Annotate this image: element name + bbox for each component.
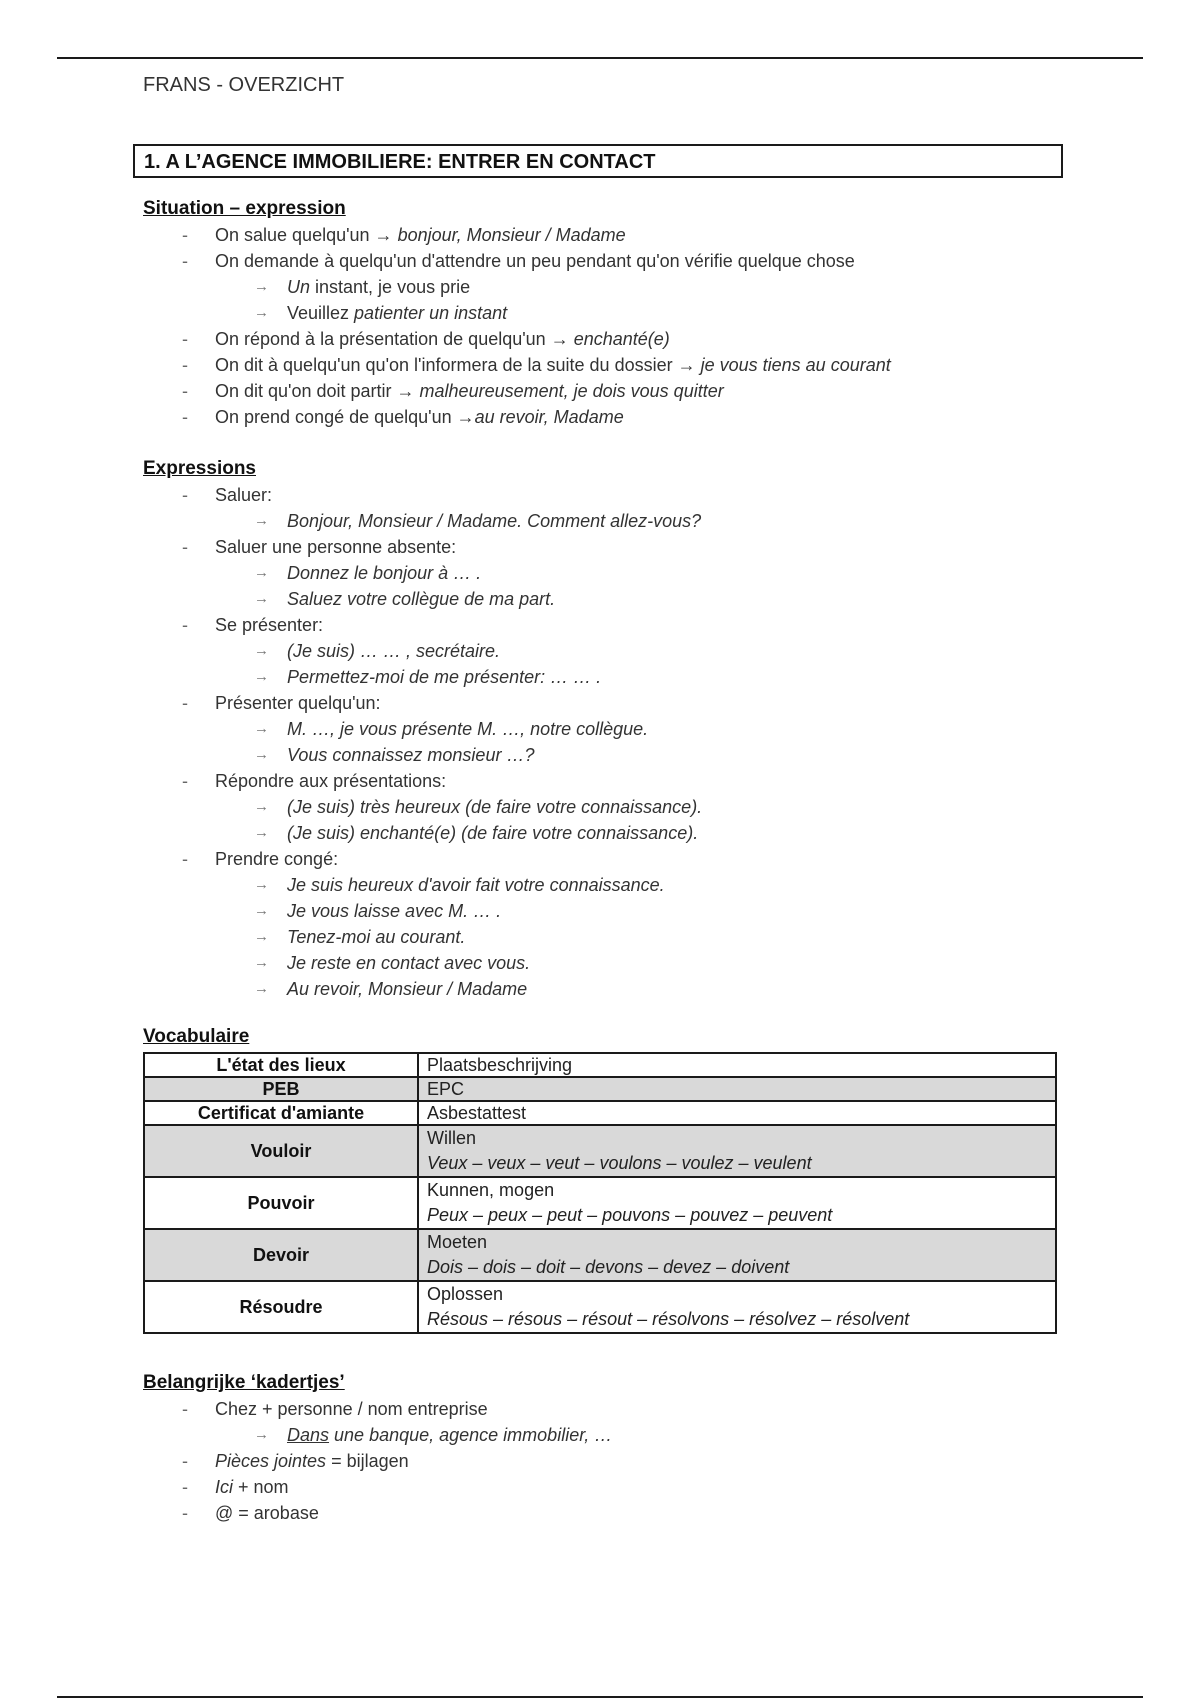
list-item: - Ici + nom [143,1474,612,1500]
conjugation: Peux – peux – peut – pouvons – pouvez – peuvent [427,1205,833,1225]
list-item: - Présenter quelqu'un: → M. …, je vous présente M. …, notre collègue. → Vous connaissez monsieur …? [143,690,702,768]
dutch-term [418,1125,1056,1177]
vocabulary-table [143,1052,1057,1334]
sub-list-item: → Je vous laisse avec M. … . [215,898,702,924]
list-item: - On dit à quelqu'un qu'on l'informera de la suite du dossier → je vous tiens au courant [143,352,891,378]
kadertjes-section [143,1370,612,1526]
sub-list-item: → Je suis heureux d'avoir fait votre connaissance. [215,872,702,898]
situation-heading: Situation – expression [143,198,346,219]
sub-list-item: → Un instant, je vous prie [215,274,891,300]
french-term: L'état des lieux [144,1053,418,1077]
kadertjes-heading: Belangrijke ‘kadertjes’ [143,1372,345,1393]
expressions-list [143,482,702,1002]
vocabulaire-heading: Vocabulaire [143,1026,250,1047]
sub-list [215,274,891,326]
french-term: Devoir [144,1229,418,1281]
sub-list [215,716,702,768]
sub-list-item: → Au revoir, Monsieur / Madame [215,976,702,1002]
translation: Kunnen, mogen [427,1180,555,1200]
sub-list-item: → Tenez-moi au courant. [215,924,702,950]
sub-list-item: → Permettez-moi de me présenter: … … . [215,664,702,690]
expressions-heading: Expressions [143,458,256,479]
sub-list-item: → Dans une banque, agence immobilier, … [215,1422,612,1448]
conjugation: Veux – veux – veut – voulons – voulez – veulent [427,1153,812,1173]
french-term: Pouvoir [144,1177,418,1229]
sub-list [215,638,702,690]
dutch-term: EPC [418,1077,1056,1101]
sub-list-item: → Veuillez patienter un instant [215,300,891,326]
sub-list [215,560,702,612]
table-row [144,1229,1056,1281]
sub-list [215,508,702,534]
sub-list-item: → (Je suis) … … , secrétaire. [215,638,702,664]
dutch-term [418,1281,1056,1333]
top-rule [57,57,1143,59]
sub-list-item: → Vous connaissez monsieur …? [215,742,702,768]
translation: Willen [427,1128,477,1148]
situation-section [143,196,891,430]
french-term: Résoudre [144,1281,418,1333]
translation: Moeten [427,1232,488,1252]
sub-list [215,794,702,846]
sub-list-item: → Je reste en contact avec vous. [215,950,702,976]
sub-list-item: → Donnez le bonjour à … . [215,560,702,586]
table-row [144,1125,1056,1177]
sub-list-item: → Bonjour, Monsieur / Madame. Comment allez-vous? [215,508,702,534]
list-item: - Pièces jointes = bijlagen [143,1448,612,1474]
situation-list [143,222,891,430]
dutch-term: Plaatsbeschrijving [418,1053,1056,1077]
document-header: FRANS - OVERZICHT [143,74,345,96]
list-item: - On dit qu'on doit partir → malheureusement, je dois vous quitter [143,378,891,404]
list-item: - Prendre congé: → Je suis heureux d'avoir fait votre connaissance. → Je vous laisse avec M. … . → Tenez-moi au courant. → Je reste en contact avec vous. → Au revoir, Monsieur / Madame [143,846,702,1002]
list-item: - On répond à la présentation de quelqu'un → enchanté(e) [143,326,891,352]
sub-list-item: → Saluez votre collègue de ma part. [215,586,702,612]
dutch-term [418,1177,1056,1229]
table-row [144,1281,1056,1333]
french-term: Vouloir [144,1125,418,1177]
french-term: Certificat d'amiante [144,1101,418,1125]
table-row [144,1177,1056,1229]
sub-list-item: → M. …, je vous présente M. …, notre collègue. [215,716,702,742]
list-item: - On salue quelqu'un → bonjour, Monsieur / Madame [143,222,891,248]
vocabulaire-section [143,1024,249,1050]
conjugation: Dois – dois – doit – devons – devez – doivent [427,1257,790,1277]
bottom-rule [57,1696,1143,1698]
list-item: - On demande à quelqu'un d'attendre un peu pendant qu'on vérifie quelque chose → Un instant, je vous prie → Veuillez patienter un instant [143,248,891,326]
sub-list [215,872,702,1002]
sub-list-item: → (Je suis) enchanté(e) (de faire votre connaissance). [215,820,702,846]
list-item: - On prend congé de quelqu'un →au revoir, Madame [143,404,891,430]
table-row [144,1077,1056,1101]
table-row [144,1101,1056,1125]
sub-list [215,1422,612,1448]
list-item: - Se présenter: → (Je suis) … … , secrétaire. → Permettez-moi de me présenter: … … . [143,612,702,690]
section-title: 1. A L’AGENCE IMMOBILIERE: ENTRER EN CONTACT [133,144,1063,178]
list-item: - Chez + personne / nom entreprise → Dans une banque, agence immobilier, … [143,1396,612,1448]
conjugation: Résous – résous – résout – résolvons – résolvez – résolvent [427,1309,910,1329]
table-row [144,1053,1056,1077]
sub-list-item: → (Je suis) très heureux (de faire votre connaissance). [215,794,702,820]
kadertjes-list [143,1396,612,1526]
list-item: - @ = arobase [143,1500,612,1526]
list-item: - Saluer: → Bonjour, Monsieur / Madame. Comment allez-vous? [143,482,702,534]
expressions-section [143,456,702,1002]
list-item: - Répondre aux présentations: → (Je suis) très heureux (de faire votre connaissance). → (Je suis) enchanté(e) (de faire votre connaissance). [143,768,702,846]
dutch-term: Asbestattest [418,1101,1056,1125]
translation: Oplossen [427,1284,504,1304]
list-item: - Saluer une personne absente: → Donnez le bonjour à … . → Saluez votre collègue de ma part. [143,534,702,612]
french-term: PEB [144,1077,418,1101]
dutch-term [418,1229,1056,1281]
